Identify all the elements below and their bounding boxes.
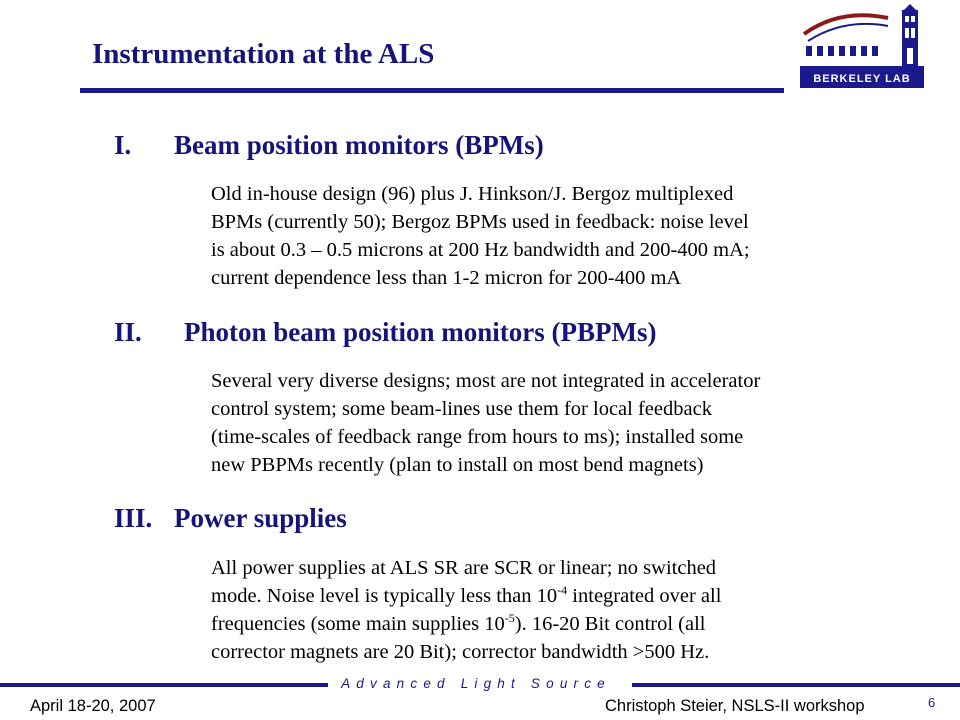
slide-title: Instrumentation at the ALS (92, 38, 435, 70)
section-3-line: mode. Noise level is typically less than $10^{-4}$ integrated over all (211, 583, 722, 607)
section-1-title: Beam position monitors (BPMs) (174, 130, 544, 160)
section-3-line: frequencies (some main supplies $10^{-5}$). 16-20 Bit control (all (211, 611, 706, 635)
section-3-number: III. (114, 503, 153, 533)
section-3-line: All power supplies at ALS SR are SCR or linear; no switched (211, 557, 717, 579)
section-2-line: new PBPMs recently (plan to install on most bend magnets) (211, 454, 704, 476)
title-underline (80, 88, 784, 93)
logo-text: BERKELEY LAB (813, 73, 911, 85)
footer-date: April 18-20, 2007 (30, 697, 156, 715)
section-1-number: I. (114, 130, 132, 160)
section-2-number: II. (114, 317, 142, 347)
section-2-line: Several very diverse designs; most are not integrated in accelerator (211, 370, 761, 392)
section-2-line: (time-scales of feedback range from hours to ms); installed some (211, 426, 744, 448)
section-1-heading (114, 130, 544, 161)
section-2-body (211, 367, 871, 479)
section-1-line: is about 0.3 – 0.5 microns at 200 Hz bandwidth and 200-400 mA; (211, 239, 750, 261)
section-2-heading (114, 317, 657, 348)
section-1-line: Old in-house design (96) plus J. Hinkson/J. Bergoz multiplexed (211, 183, 734, 205)
footer-rule-right (632, 683, 960, 687)
section-3-body (211, 554, 871, 666)
footer-label: Advanced Light Source (341, 676, 611, 691)
section-3-heading (114, 503, 347, 534)
section-3-line: corrector magnets are 20 Bit); corrector bandwidth >500 Hz. (211, 641, 710, 663)
section-1-body (211, 180, 871, 292)
footer-author: Christoph Steier, NSLS-II workshop (605, 697, 865, 715)
page-number: 6 (928, 695, 936, 710)
section-1-line: BPMs (currently 50); Bergoz BPMs used in feedback: noise level (211, 211, 749, 233)
section-1-line: current dependence less than 1-2 micron for 200-400 mA (211, 267, 682, 289)
section-3-title: Power supplies (174, 503, 347, 533)
section-2-title: Photon beam position monitors (PBPMs) (184, 317, 657, 347)
berkeley-lab-logo (792, 4, 932, 92)
section-2-line: control system; some beam-lines use them for local feedback (211, 398, 712, 420)
footer-rule-left (0, 683, 328, 687)
